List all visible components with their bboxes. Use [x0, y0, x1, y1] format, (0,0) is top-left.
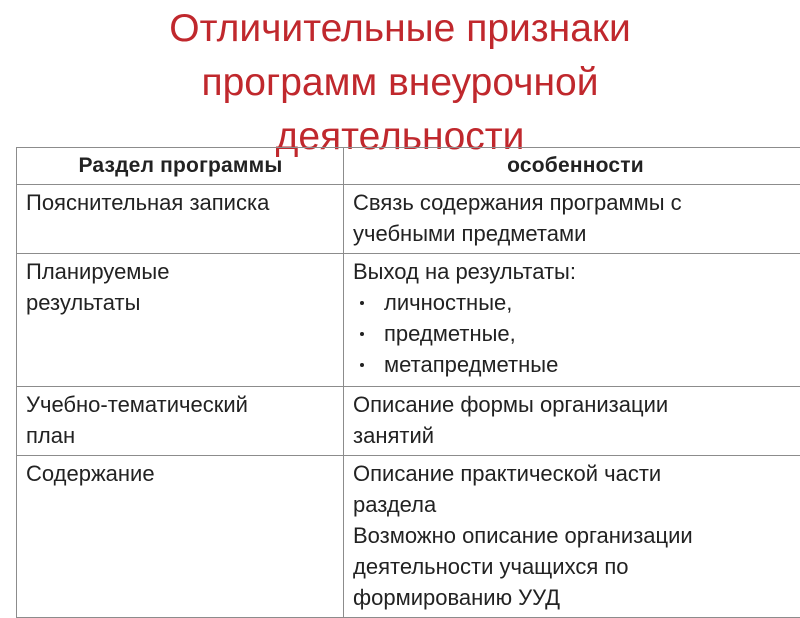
- title-line: Отличительные признаки: [0, 2, 800, 56]
- features-cell: [344, 387, 800, 456]
- column-header-features: особенности: [344, 148, 800, 185]
- list-item-label: метапредметные: [384, 352, 558, 377]
- list-item-label: личностные,: [384, 290, 512, 315]
- cell-text: формированию УУД: [353, 582, 798, 613]
- slide-title: [0, 2, 800, 164]
- cell-text: Возможно описание организации: [353, 520, 798, 551]
- bullet-icon: [360, 363, 364, 367]
- table-row: [17, 387, 800, 456]
- list-item: [353, 287, 798, 318]
- table-header-row: [17, 148, 800, 185]
- table-row: [17, 456, 800, 618]
- table-row: [17, 185, 800, 254]
- section-cell: [17, 254, 344, 387]
- title-line: деятельности: [0, 110, 800, 164]
- features-table: [16, 147, 800, 618]
- column-header-section: Раздел программы: [17, 148, 344, 185]
- section-cell: [17, 387, 344, 456]
- results-list: [353, 287, 798, 380]
- bullet-icon: [360, 301, 364, 305]
- features-cell: [344, 254, 800, 387]
- list-item: [353, 349, 798, 380]
- cell-text: Выход на результаты:: [353, 256, 798, 287]
- cell-text: Планируемые: [26, 256, 335, 287]
- cell-text: результаты: [26, 287, 335, 318]
- features-cell: [344, 185, 800, 254]
- cell-text: деятельности учащихся по: [353, 551, 798, 582]
- cell-text: занятий: [353, 420, 798, 451]
- cell-text: Описание формы организации: [353, 389, 798, 420]
- cell-text: раздела: [353, 489, 798, 520]
- cell-text: учебными предметами: [353, 218, 798, 249]
- table-row: [17, 254, 800, 387]
- cell-text: план: [26, 420, 335, 451]
- bullet-icon: [360, 332, 364, 336]
- section-cell: [17, 185, 344, 254]
- cell-text: Пояснительная записка: [26, 187, 335, 218]
- list-item: [353, 318, 798, 349]
- cell-text: Связь содержания программы с: [353, 187, 798, 218]
- section-cell: [17, 456, 344, 618]
- cell-text: Описание практической части: [353, 458, 798, 489]
- title-line: программ внеурочной: [0, 56, 800, 110]
- features-cell: [344, 456, 800, 618]
- cell-text: Содержание: [26, 458, 335, 489]
- list-item-label: предметные,: [384, 321, 516, 346]
- cell-text: Учебно-тематический: [26, 389, 335, 420]
